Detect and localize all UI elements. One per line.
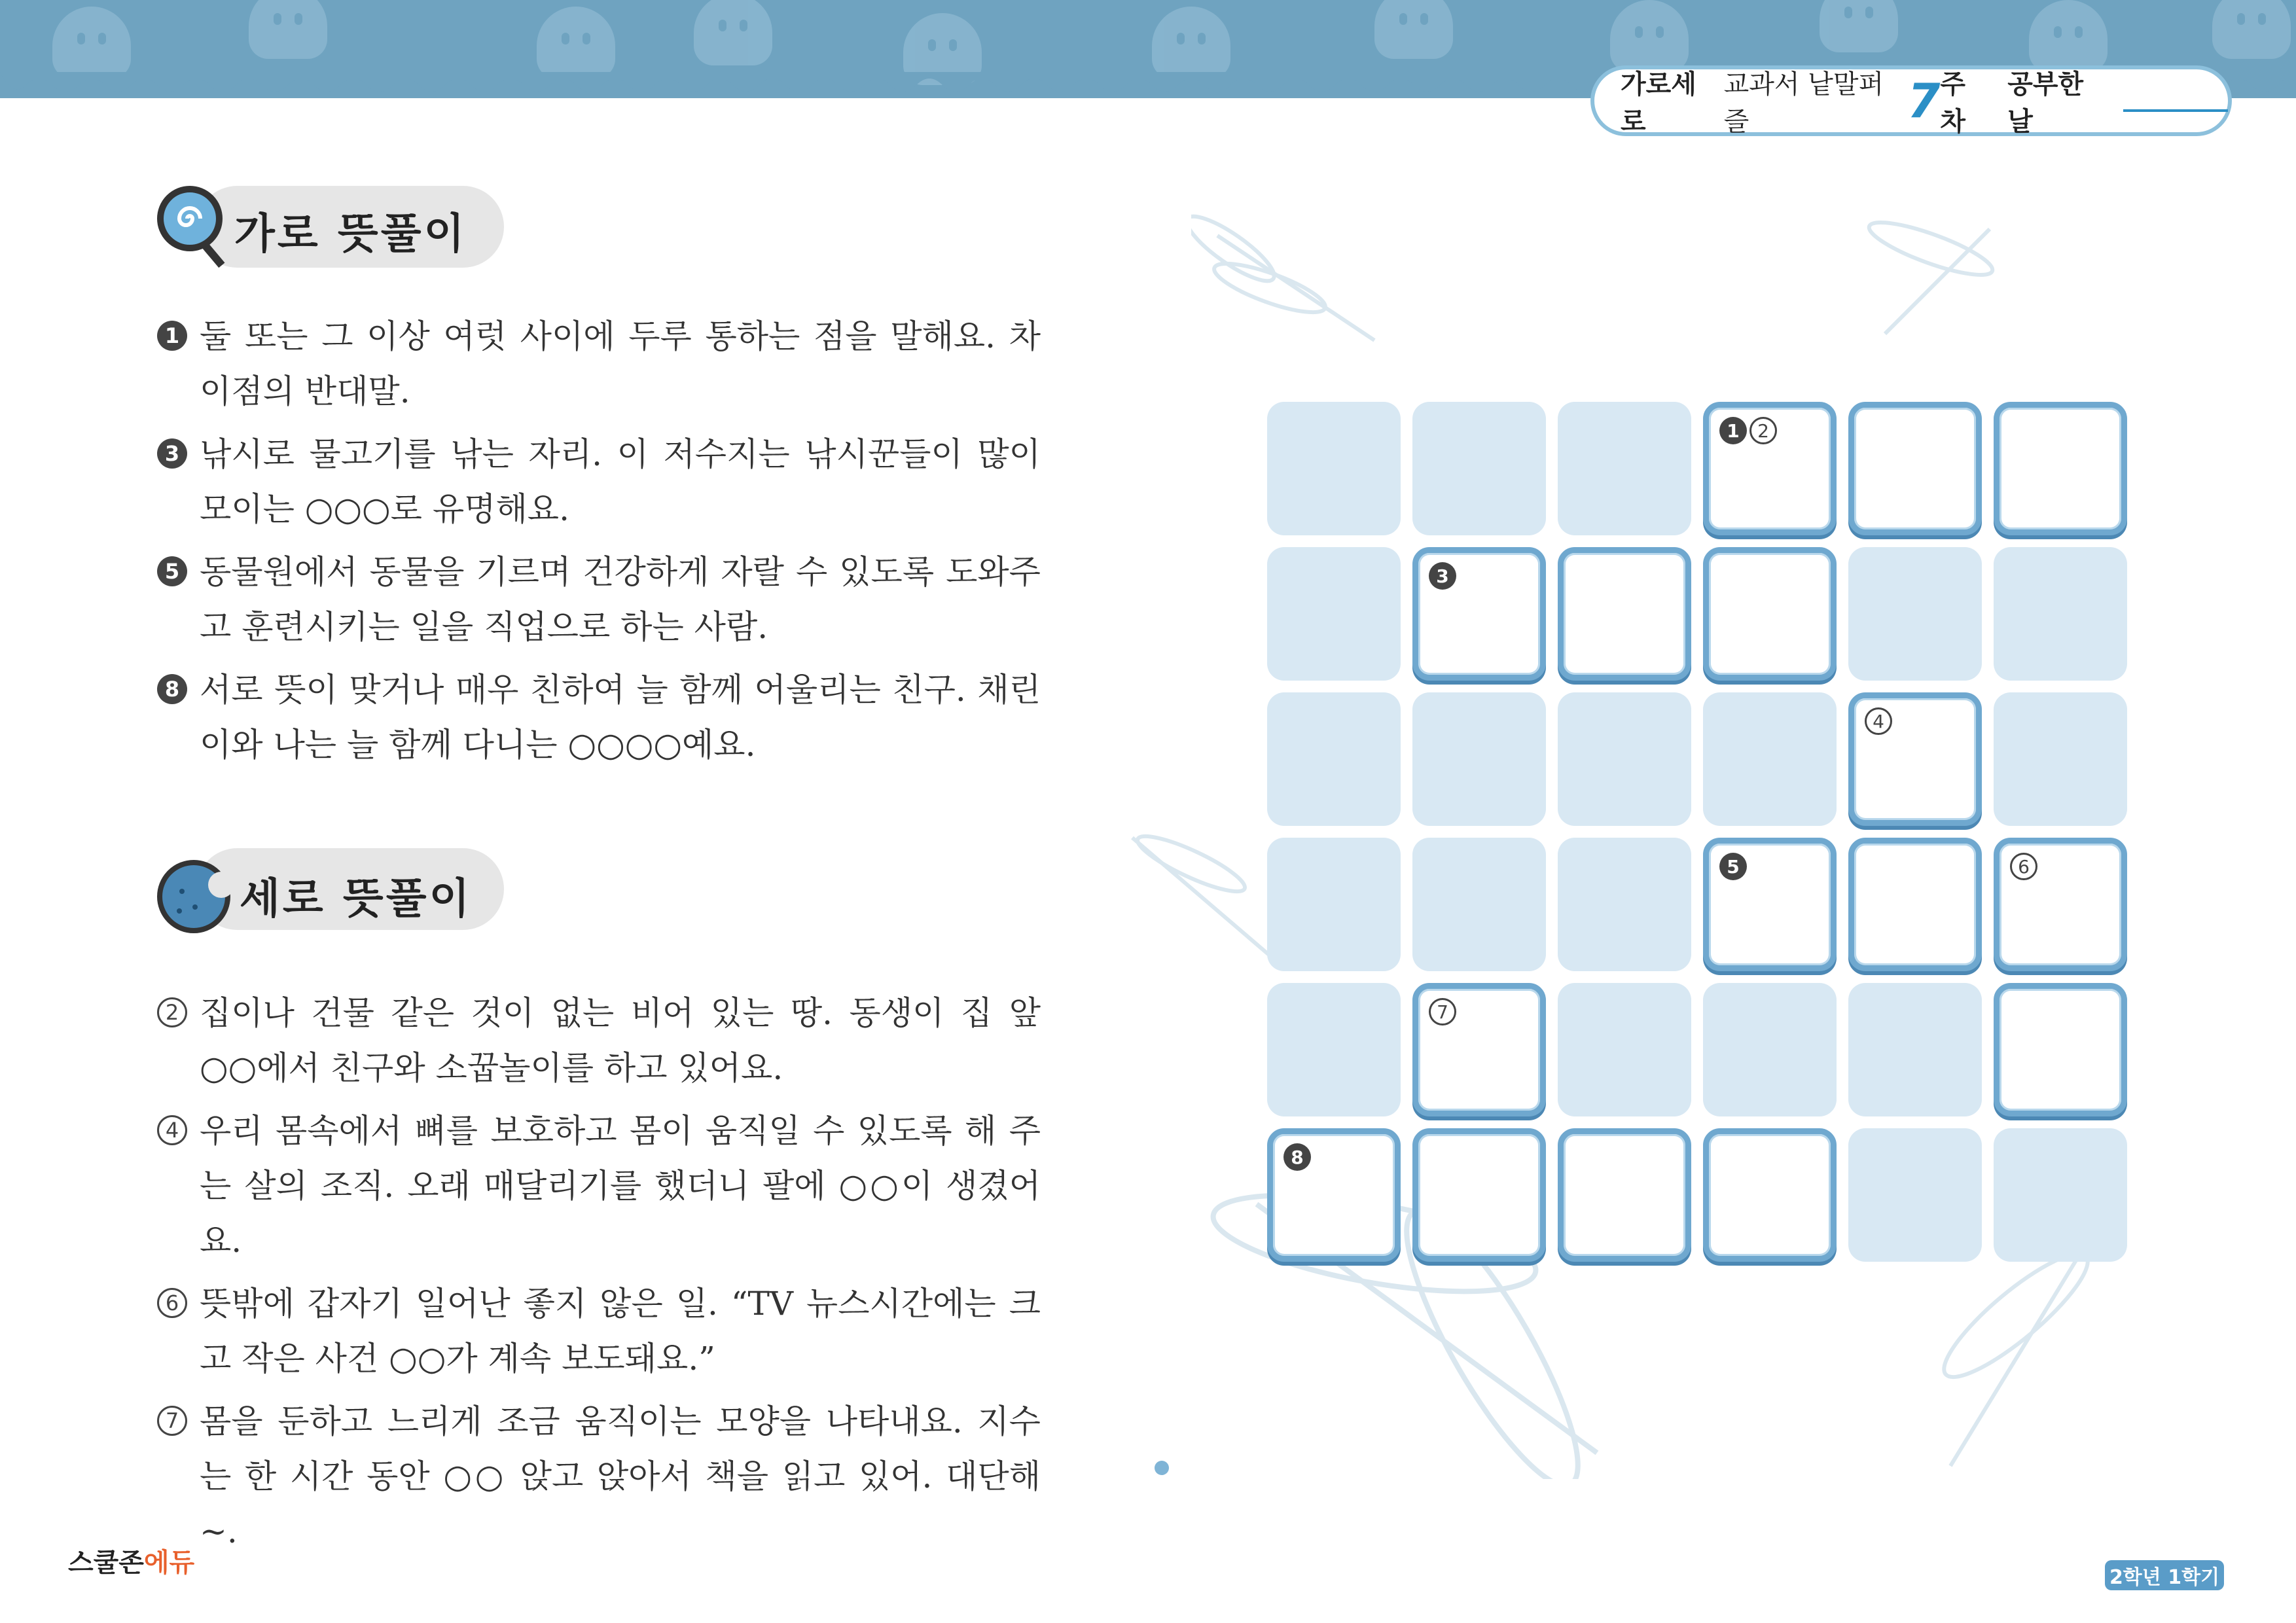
header-title: 교과서 낱말퍼즐	[1723, 69, 1884, 137]
cell-number: 8	[1283, 1143, 1311, 1171]
blank-cell	[1848, 1128, 1982, 1262]
header-title-bold: 가로세로	[1621, 69, 1696, 137]
answer-cell[interactable]	[1994, 838, 2127, 971]
publisher-logo	[68, 1542, 194, 1579]
clue-item	[157, 662, 1041, 772]
clue-number: 1	[157, 321, 187, 351]
answer-cell[interactable]	[1994, 402, 2127, 535]
grade-badge: 2학년 1학기	[2105, 1560, 2224, 1590]
blank-cell	[1267, 983, 1401, 1116]
blank-cell	[1703, 983, 1837, 1116]
across-clue-list	[157, 309, 1041, 780]
blank-cell	[1412, 692, 1546, 826]
clue-item	[157, 986, 1041, 1096]
blank-cell	[1558, 983, 1691, 1116]
clue-number: 2	[157, 997, 187, 1027]
clue-item	[157, 1276, 1041, 1386]
clue-text: 서로 뜻이 맞거나 매우 친하여 늘 함께 어울리는 친구. 채린이와 나는 늘 함께 다니는 ○○○○예요.	[200, 671, 1041, 764]
lollipop-icon	[157, 186, 223, 251]
clue-item	[157, 1394, 1041, 1559]
cell-number-group	[1429, 562, 1456, 590]
ghost-icon	[1610, 0, 1689, 72]
answer-cell[interactable]	[1848, 838, 1982, 971]
clue-item	[157, 544, 1041, 654]
dragonfly-icon	[1846, 209, 2016, 340]
blank-cell	[1994, 547, 2127, 681]
answer-cell[interactable]	[1412, 983, 1546, 1116]
answer-cell[interactable]	[1994, 983, 2127, 1116]
clue-item	[157, 1103, 1041, 1268]
ghost-icon	[249, 0, 327, 59]
cell-number: 1	[1719, 417, 1747, 444]
across-heading-text: 가로 뜻풀이	[234, 210, 467, 259]
clue-item	[157, 427, 1041, 537]
down-heading-text: 세로 뜻풀이	[240, 875, 473, 923]
blank-cell	[1994, 692, 2127, 826]
cell-number: 7	[1429, 998, 1456, 1026]
dragonfly-icon	[1113, 825, 1283, 969]
clue-item	[157, 309, 1041, 419]
cell-number: 2	[1749, 417, 1777, 444]
logo-edu: 에듀	[143, 1548, 195, 1578]
page-dot	[1155, 1461, 1169, 1475]
dragonfly-icon	[1191, 196, 1388, 366]
ghost-icon	[694, 0, 772, 65]
cell-number-group	[2010, 853, 2037, 880]
cell-number-group	[1429, 998, 1456, 1026]
clue-number: 4	[157, 1115, 187, 1145]
blank-cell	[1703, 692, 1837, 826]
ghost-icon	[52, 7, 131, 79]
logo-main: 스쿨존	[68, 1548, 144, 1578]
ghost-icon	[2029, 0, 2108, 72]
blank-cell	[1267, 402, 1401, 535]
cell-number-group	[1719, 417, 1777, 444]
clue-number: 7	[157, 1406, 187, 1436]
blank-cell	[1848, 983, 1982, 1116]
cell-number: 6	[2010, 853, 2037, 880]
cell-number-group	[1719, 853, 1747, 880]
clue-number: 6	[157, 1288, 187, 1318]
cell-number: 4	[1865, 707, 1892, 735]
study-date-field[interactable]	[2123, 109, 2228, 112]
answer-cell[interactable]	[1703, 402, 1837, 535]
answer-cell[interactable]	[1703, 547, 1837, 681]
ghost-icon	[1152, 7, 1230, 79]
week-number: 7	[1907, 73, 1941, 128]
across-heading	[157, 177, 497, 268]
clue-text: 낚시로 물고기를 낚는 자리. 이 저수지는 낚시꾼들이 많이 모이는 ○○○로 유명해요.	[200, 435, 1041, 528]
cell-number-group	[1865, 707, 1892, 735]
cell-number-group	[1283, 1143, 1311, 1171]
answer-cell[interactable]	[1267, 1128, 1401, 1262]
answer-cell[interactable]	[1558, 1128, 1691, 1262]
clue-number: 8	[157, 674, 187, 704]
blank-cell	[1558, 838, 1691, 971]
down-heading	[157, 844, 497, 936]
ghost-icon	[537, 7, 615, 79]
answer-cell[interactable]	[1703, 1128, 1837, 1262]
down-clue-list	[157, 986, 1041, 1567]
answer-cell[interactable]	[1412, 1128, 1546, 1262]
blank-cell	[1848, 547, 1982, 681]
blank-cell	[1267, 547, 1401, 681]
blank-cell	[1558, 402, 1691, 535]
study-date-label: 공부한 날	[2007, 69, 2084, 137]
clue-number: 5	[157, 556, 187, 586]
week-suffix: 주차	[1940, 69, 1966, 137]
answer-cell[interactable]	[1412, 547, 1546, 681]
clue-text: 우리 몸속에서 뼈를 보호하고 몸이 움직일 수 있도록 해 주는 살의 조직. 오래 매달리기를 했더니 팔에 ○○이 생겼어요.	[200, 1112, 1041, 1260]
blank-cell	[1558, 692, 1691, 826]
clue-text: 뜻밖에 갑자기 일어난 좋지 않은 일. “TV 뉴스시간에는 크고 작은 사건 ○○가 계속 보도돼요.”	[200, 1285, 1041, 1378]
clue-text: 동물원에서 동물을 기르며 건강하게 자랄 수 있도록 도와주고 훈련시키는 일을 직업으로 하는 사람.	[200, 553, 1041, 646]
clue-text: 몸을 둔하고 느리게 조금 움직이는 모양을 나타내요. 지수는 한 시간 동안 ○○ 앉고 앉아서 책을 읽고 있어. 대단해~.	[200, 1402, 1041, 1550]
clue-number: 3	[157, 438, 187, 469]
blank-cell	[1994, 1128, 2127, 1262]
header-title-pill	[1590, 65, 2232, 136]
answer-cell[interactable]	[1848, 402, 1982, 535]
blank-cell	[1267, 838, 1401, 971]
clue-text: 집이나 건물 같은 것이 없는 비어 있는 땅. 동생이 집 앞 ○○에서 친구와 소꿉놀이를 하고 있어요.	[200, 994, 1041, 1087]
blank-cell	[1267, 692, 1401, 826]
cell-number: 5	[1719, 853, 1747, 880]
blank-cell	[1412, 402, 1546, 535]
clue-text: 둘 또는 그 이상 여럿 사이에 두루 통하는 점을 말해요. 차이점의 반대말.	[200, 317, 1041, 410]
ghost-icon	[1820, 0, 1898, 52]
ghost-icon	[1374, 0, 1453, 59]
answer-cell[interactable]	[1848, 692, 1982, 826]
ghost-icon	[2212, 0, 2291, 59]
cell-number: 3	[1429, 562, 1456, 590]
answer-cell[interactable]	[1558, 547, 1691, 681]
answer-cell[interactable]	[1703, 838, 1837, 971]
blank-cell	[1412, 838, 1546, 971]
cookie-icon	[157, 860, 230, 933]
